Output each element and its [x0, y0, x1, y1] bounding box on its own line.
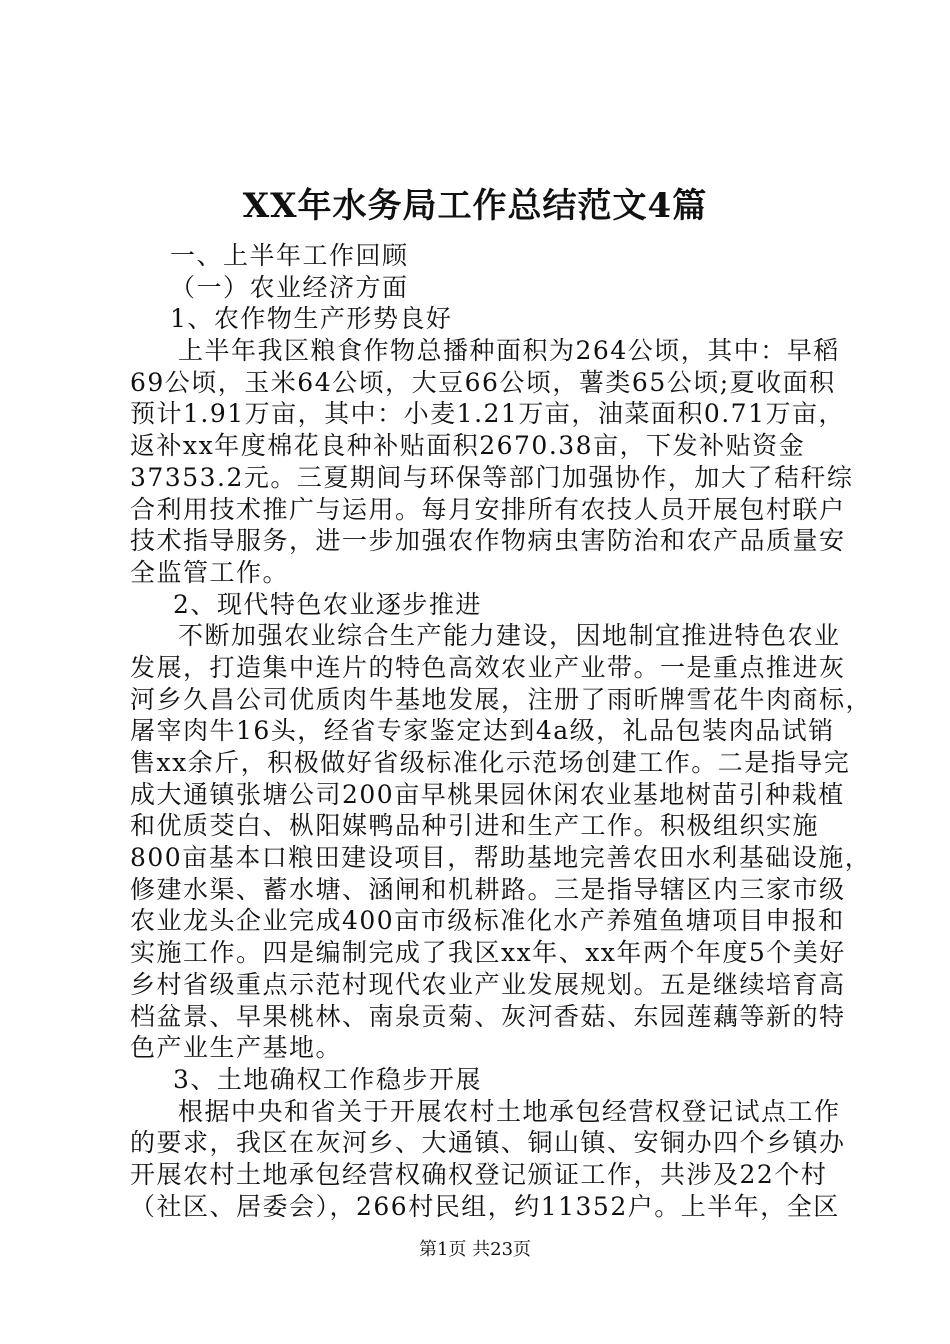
paragraph-line: 不断加强农业综合生产能力建设，因地制宜推进特色农业 [178, 621, 841, 651]
page-number-footer: 第1页 共23页 [418, 1239, 532, 1260]
document-title: XX年水务局工作总结范文4篇 [242, 186, 708, 226]
paragraph-line: 成大通镇张塘公司200亩早桃果园休闲农业基地树苗引种栽植 [130, 779, 845, 809]
paragraph-line: 合利用技术推广与运用。每月安排所有农技人员开展包村联户 [130, 494, 846, 524]
paragraph-line: 农业龙头企业完成400亩市级标准化水产养殖鱼塘项目申报和 [130, 906, 845, 936]
paragraph-line: 和优质茭白、枞阳媒鸭品种引进和生产工作。积极组织实施 [130, 811, 820, 841]
paragraph-line: 的要求，我区在灰河乡、大通镇、铜山镇、安铜办四个乡镇办 [130, 1128, 846, 1158]
item-heading: 2、现代特色农业逐步推进 [173, 589, 482, 619]
paragraph-line: 37353.2元。三夏期间与环保等部门加强协作，加大了秸秆综 [130, 462, 854, 492]
paragraph-line: 开展农村土地承包经营权确权登记颁证工作，共涉及22个村 [130, 1159, 828, 1189]
paragraph-line: 售xx余斤，积极做好省级标准化示范场创建工作。二是指导完 [130, 748, 851, 777]
paragraph-line: 根据中央和省关于开展农村土地承包经营权登记试点工作 [178, 1096, 841, 1126]
paragraph-line: 实施工作。四是编制完成了我区xx年、xx年两个年度5个美好 [130, 938, 846, 968]
paragraph-line: 69公顷，玉米64公顷，大豆66公顷，薯类65公顷;夏收面积 [130, 367, 836, 397]
paragraph-line: 色产业生产基地。 [130, 1033, 343, 1063]
paragraph-line: 乡村省级重点示范村现代农业产业发展规划。五是继续培育高 [130, 969, 846, 999]
item-heading: 3、土地确权工作稳步开展 [173, 1064, 482, 1094]
paragraph-line: 返补xx年度棉花良种补贴面积2670.38亩，下发补贴资金 [130, 431, 806, 461]
paragraph-line: 全监管工作。 [130, 557, 290, 587]
paragraph-line: 技术指导服务，进一步加强农作物病虫害防治和农产品质量安 [130, 526, 846, 556]
paragraph-line: （社区、居委会），266村民组，约11352户。上半年，全区 [130, 1191, 840, 1221]
document-body [130, 240, 873, 1222]
paragraph-line: 800亩基本口粮田建设项目，帮助基地完善农田水利基础设施， [130, 843, 872, 873]
paragraph-line: 档盆景、早果桃林、南泉贡菊、灰河香菇、东园莲藕等新的特 [130, 1001, 846, 1031]
paragraph-line: 修建水渠、蓄水塘、涵闸和机耕路。三是指导辖区内三家市级 [130, 874, 846, 904]
paragraph-line: 河乡久昌公司优质肉牛基地发展，注册了雨昕牌雪花牛肉商标， [130, 684, 873, 714]
subsection-heading: （一）农业经济方面 [170, 272, 409, 302]
paragraph-line: 屠宰肉牛16头，经省专家鉴定达到4a级，礼品包装肉品试销 [130, 716, 835, 746]
paragraph-line: 上半年我区粮食作物总播种面积为264公顷，其中：早稻 [178, 336, 840, 366]
section-heading: 一、上半年工作回顾 [170, 241, 409, 270]
paragraph-line: 预计1.91万亩，其中：小麦1.21万亩，油菜面积0.71万亩， [130, 399, 845, 429]
item-heading: 1、农作物生产形势良好 [170, 304, 453, 334]
paragraph-line: 发展，打造集中连片的特色高效农业产业带。一是重点推进灰 [130, 652, 846, 682]
